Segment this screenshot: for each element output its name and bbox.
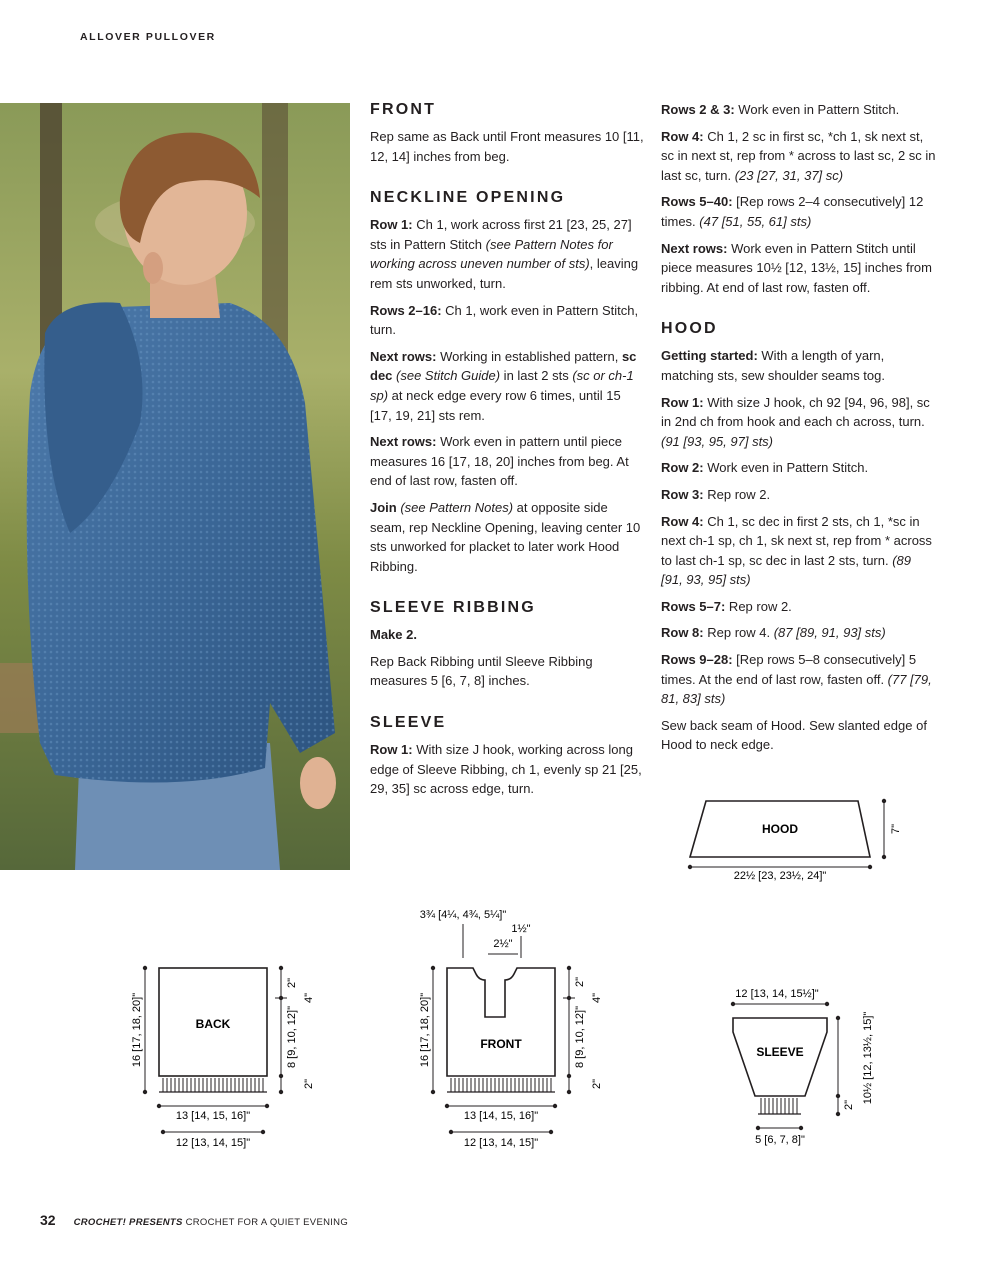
front-shoulder-label: 3¾ [4¼, 4¾, 5¼]" bbox=[419, 909, 507, 921]
sleeve-label: SLEEVE bbox=[756, 1045, 804, 1059]
hood-width-label: 22½ [23, 23½, 24]" bbox=[733, 870, 827, 882]
front-mid-label: 4" bbox=[591, 992, 603, 1004]
row-4: Row 4: Ch 1, 2 sc in first sc, *ch 1, sk next st, sc in next st, rep from * across to last sc, 2 sc in last sc, turn. (23 [27, 31, 37] sc) bbox=[661, 128, 936, 183]
page-number: 32 bbox=[40, 1212, 56, 1228]
sleeve-ribbing-make: Make 2. bbox=[370, 627, 417, 643]
back-width2-label: 12 [13, 14, 15]" bbox=[175, 1137, 251, 1149]
hood-finish: Sew back seam of Hood. Sew slanted edge of Hood to neck edge. bbox=[661, 717, 927, 753]
text-column-left bbox=[370, 100, 645, 806]
hood-rows5-7: Rows 5–7: Rep row 2. bbox=[661, 598, 792, 614]
front-text: Rep same as Back until Front measures 10 [11, 12, 14] inches from beg. bbox=[370, 129, 644, 164]
sleeve-cuff-label: 5 [6, 7, 8]" bbox=[755, 1134, 805, 1146]
hood-row2: Row 2: Work even in Pattern Stitch. bbox=[661, 460, 869, 476]
hood-row3: Row 3: Rep row 2. bbox=[661, 486, 771, 502]
sleeve-ribbing-heading: SLEEVE RIBBING bbox=[370, 599, 536, 617]
sleeve-ribbing-text: Rep Back Ribbing until Sleeve Ribbing measures 5 [6, 7, 8] inches. bbox=[370, 653, 593, 689]
front-height-label: 16 [17, 18, 20]" bbox=[419, 992, 431, 1068]
hood-label: HOOD bbox=[762, 822, 798, 836]
front-width2-label: 12 [13, 14, 15]" bbox=[463, 1137, 539, 1149]
sleeve-heading: SLEEVE bbox=[370, 714, 447, 732]
hood-row8: Row 8: Rep row 4. (87 [89, 91, 93] sts) bbox=[661, 625, 886, 641]
hood-height-label: 7" bbox=[890, 823, 902, 835]
back-rib-label: 2" bbox=[303, 1078, 315, 1090]
hood-getting-started: Getting started: With a length of yarn, matching sts, sew shoulder seams tog. bbox=[661, 348, 885, 383]
back-top-label: 2" bbox=[286, 977, 298, 989]
front-neck-label: 2½" bbox=[493, 938, 513, 950]
hood-row1: Row 1: With size J hook, ch 92 [94, 96, 98], sc in 2nd ch from hook and each ch across, turn. (91 [93, 95, 97] sts) bbox=[661, 394, 930, 449]
rows-5-40: Rows 5–40: [Rep rows 2–4 consecutively] 12 times. (47 [51, 55, 61] sts) bbox=[661, 194, 924, 229]
neckline-row1: Row 1: Ch 1, work across first 21 [23, 25, 27] sts in Pattern Stitch (see Pattern Notes for working across uneven number of sts), leaving rem sts unworked, turn. bbox=[370, 217, 639, 291]
neckline-heading: NECKLINE OPENING bbox=[370, 189, 566, 207]
running-head: ALLOVER PULLOVER bbox=[80, 31, 216, 43]
front-heading: FRONT bbox=[370, 101, 437, 118]
sleeve-row1: Row 1: With size J hook, working across long edge of Sleeve Ribbing, ch 1, evenly sp 21 [25, 29, 35] sc across edge, turn. bbox=[370, 742, 642, 797]
front-body-label: 8 [9, 10, 12]" bbox=[574, 1005, 586, 1069]
sleeve-height-label: 10½ [12, 13½, 15]" bbox=[862, 1011, 874, 1105]
front-top-label: 2" bbox=[574, 976, 586, 988]
front-schematic bbox=[413, 902, 618, 1157]
back-mid-label: 4" bbox=[303, 992, 315, 1004]
hood-rows9-28: Rows 9–28: [Rep rows 5–8 consecutively] 5 times. At the end of last row, fasten off. (77 [79, 81, 83] sts) bbox=[661, 652, 932, 707]
page-footer bbox=[40, 1212, 348, 1228]
back-body-label: 8 [9, 10, 12]" bbox=[286, 1005, 298, 1069]
neckline-next-rows-2: Next rows: Work even in pattern until piece measures 16 [17, 18, 20] inches from beg. At end of last row, fasten off. bbox=[370, 434, 629, 489]
sleeve-rib-label: 2" bbox=[843, 1099, 855, 1111]
text-column-right bbox=[661, 100, 936, 762]
neckline-next-rows-1: Next rows: Working in established pattern, sc dec (see Stitch Guide) in last 2 sts (sc or ch-1 sp) at neck edge every row 6 times, until 15 [17, 19, 21] sts rem. bbox=[370, 348, 637, 423]
footer-brand: CROCHET! PRESENTS bbox=[73, 1217, 183, 1228]
back-label: BACK bbox=[195, 1017, 231, 1031]
back-width1-label: 13 [14, 15, 16]" bbox=[175, 1110, 251, 1122]
hood-schematic bbox=[680, 795, 910, 885]
neckline-rows2-16: Rows 2–16: Ch 1, work even in Pattern Stitch, turn. bbox=[370, 302, 639, 338]
front-rib-label: 2" bbox=[591, 1078, 603, 1090]
sleeve-schematic bbox=[725, 980, 895, 1150]
hood-row4: Row 4: Ch 1, sc dec in first 2 sts, ch 1, *sc in next ch-1 sp, ch 1, sk next st, rep from * across to last ch-1 sp, sc dec in last 2 sts, turn. (89 [91, 93, 95] sts) bbox=[661, 513, 932, 588]
front-placket-label: 1½" bbox=[511, 923, 531, 935]
front-width1-label: 13 [14, 15, 16]" bbox=[463, 1110, 539, 1122]
rows-2-3: Rows 2 & 3: Work even in Pattern Stitch. bbox=[661, 102, 900, 117]
back-height-label: 16 [17, 18, 20]" bbox=[131, 992, 143, 1068]
back-schematic bbox=[125, 958, 330, 1158]
front-label: FRONT bbox=[480, 1037, 522, 1051]
hood-heading: HOOD bbox=[661, 320, 718, 338]
next-rows: Next rows: Work even in Pattern Stitch until piece measures 10½ [12, 13½, 15] inches from ribbing. At end of last row, fasten off. bbox=[661, 240, 932, 295]
boy-pullover-photo bbox=[0, 103, 350, 870]
sleeve-top-width-label: 12 [13, 14, 15½]" bbox=[735, 988, 819, 1000]
footer-title: CROCHET FOR A QUIET EVENING bbox=[182, 1217, 349, 1228]
neckline-join: Join (see Pattern Notes) at opposite side seam, rep Neckline Opening, leaving center 10 sts unworked for placket to later work Hood Ribbing. bbox=[370, 499, 641, 574]
